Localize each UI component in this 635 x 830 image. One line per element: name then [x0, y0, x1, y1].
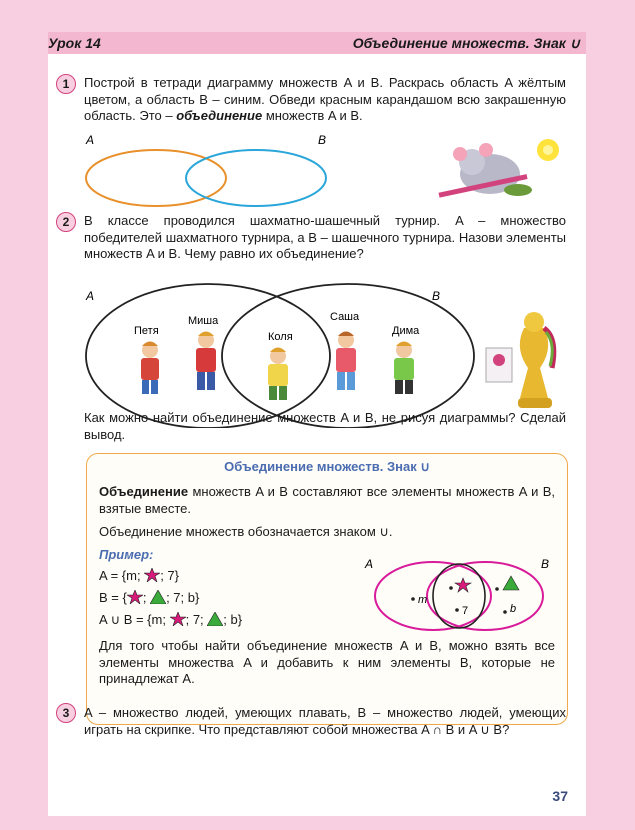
- task-number-1: 1: [56, 74, 76, 94]
- element-m: m: [418, 594, 428, 606]
- star-icon: [127, 590, 143, 604]
- textbook-page: [48, 32, 586, 816]
- venn1-label-a: A: [86, 133, 95, 147]
- venn-diagram-task1: [78, 132, 338, 212]
- name-petya: Петя: [134, 325, 159, 337]
- boy-petya: [141, 342, 159, 395]
- task2-text: В классе проводился шахматно-шашечный турнир. A – множество победителей шахматного турнира, а B – шашечного турнира. Назови элементы множеств A и B. Чему равно их объединение?: [84, 213, 566, 261]
- star-icon: [170, 612, 186, 626]
- boy-kolya: [268, 348, 288, 401]
- mouse-illustration: [430, 132, 570, 204]
- name-misha: Миша: [188, 315, 219, 327]
- lesson-number: Урок 14: [48, 35, 101, 51]
- rule-definition: Объединение множеств A и B составляют все элементы множеств A и B, взятые вместе.: [99, 484, 555, 516]
- rule-title: Объединение множеств. Знак ∪: [224, 459, 430, 474]
- boy-sasha: [336, 332, 356, 391]
- rule-box: [86, 453, 568, 725]
- page-number: 37: [552, 788, 568, 804]
- rule-notation: Объединение множеств обозначается знаком ∪.: [99, 524, 393, 539]
- element-b: b: [510, 603, 517, 615]
- boy-misha: [196, 332, 216, 391]
- example-union: A ∪ B = {m; ; 7; ; b}: [99, 612, 243, 627]
- triangle-element: [503, 576, 519, 590]
- triangle-icon: [150, 590, 166, 604]
- task2-question: Как можно найти объединение множеств A и B, не рисуя диаграммы? Сделай вывод.: [84, 410, 566, 442]
- boy-dima: [394, 342, 414, 395]
- name-kolya: Коля: [268, 331, 293, 343]
- star-icon: [144, 568, 160, 582]
- lesson-header: [48, 32, 586, 54]
- venn-diagram-tournament: [78, 278, 478, 428]
- task3-text: A – множество людей, умеющих плавать, B – множество людей, умеющих играть на скрипке. Что представляют собой множества A ∩ B и A ∪ B?: [84, 705, 566, 737]
- name-sasha: Саша: [330, 311, 360, 323]
- lesson-topic: Объединение множеств. Знак ∪: [352, 35, 580, 51]
- example-set-b: B = { ; ; 7; b}: [99, 590, 200, 605]
- venn3-label-a: A: [365, 557, 374, 571]
- venn-diagram-example: [355, 550, 555, 636]
- example-set-a: A = {m; ; 7}: [99, 568, 179, 583]
- name-dima: Дима: [392, 325, 420, 337]
- rule-conclusion: Для того чтобы найти объединение множеств A и B, можно взять все элементы множества A и добавить к ним элементы B, которые не принадлежат A.: [99, 638, 555, 686]
- task-number-2: 2: [56, 212, 76, 232]
- venn2-label-b: B: [432, 289, 441, 303]
- venn1-set-b: [186, 150, 326, 206]
- chess-trophy-illustration: [478, 298, 568, 428]
- triangle-icon: [207, 612, 223, 626]
- venn1-label-b: B: [318, 133, 327, 147]
- venn3-intersection: [433, 564, 485, 628]
- venn2-label-a: A: [86, 289, 95, 303]
- task-number-3: 3: [56, 703, 76, 723]
- star-element: [455, 578, 471, 592]
- element-7: 7: [462, 605, 469, 617]
- venn3-label-b: B: [541, 557, 550, 571]
- task1-text: Построй в тетради диаграмму множеств A и B. Раскрась область A жёлтым цветом, а область B – синим. Обведи красным карандашом всю закрашенную область. Это – объединение множеств A и B.: [84, 75, 566, 123]
- example-label: Пример:: [99, 547, 154, 562]
